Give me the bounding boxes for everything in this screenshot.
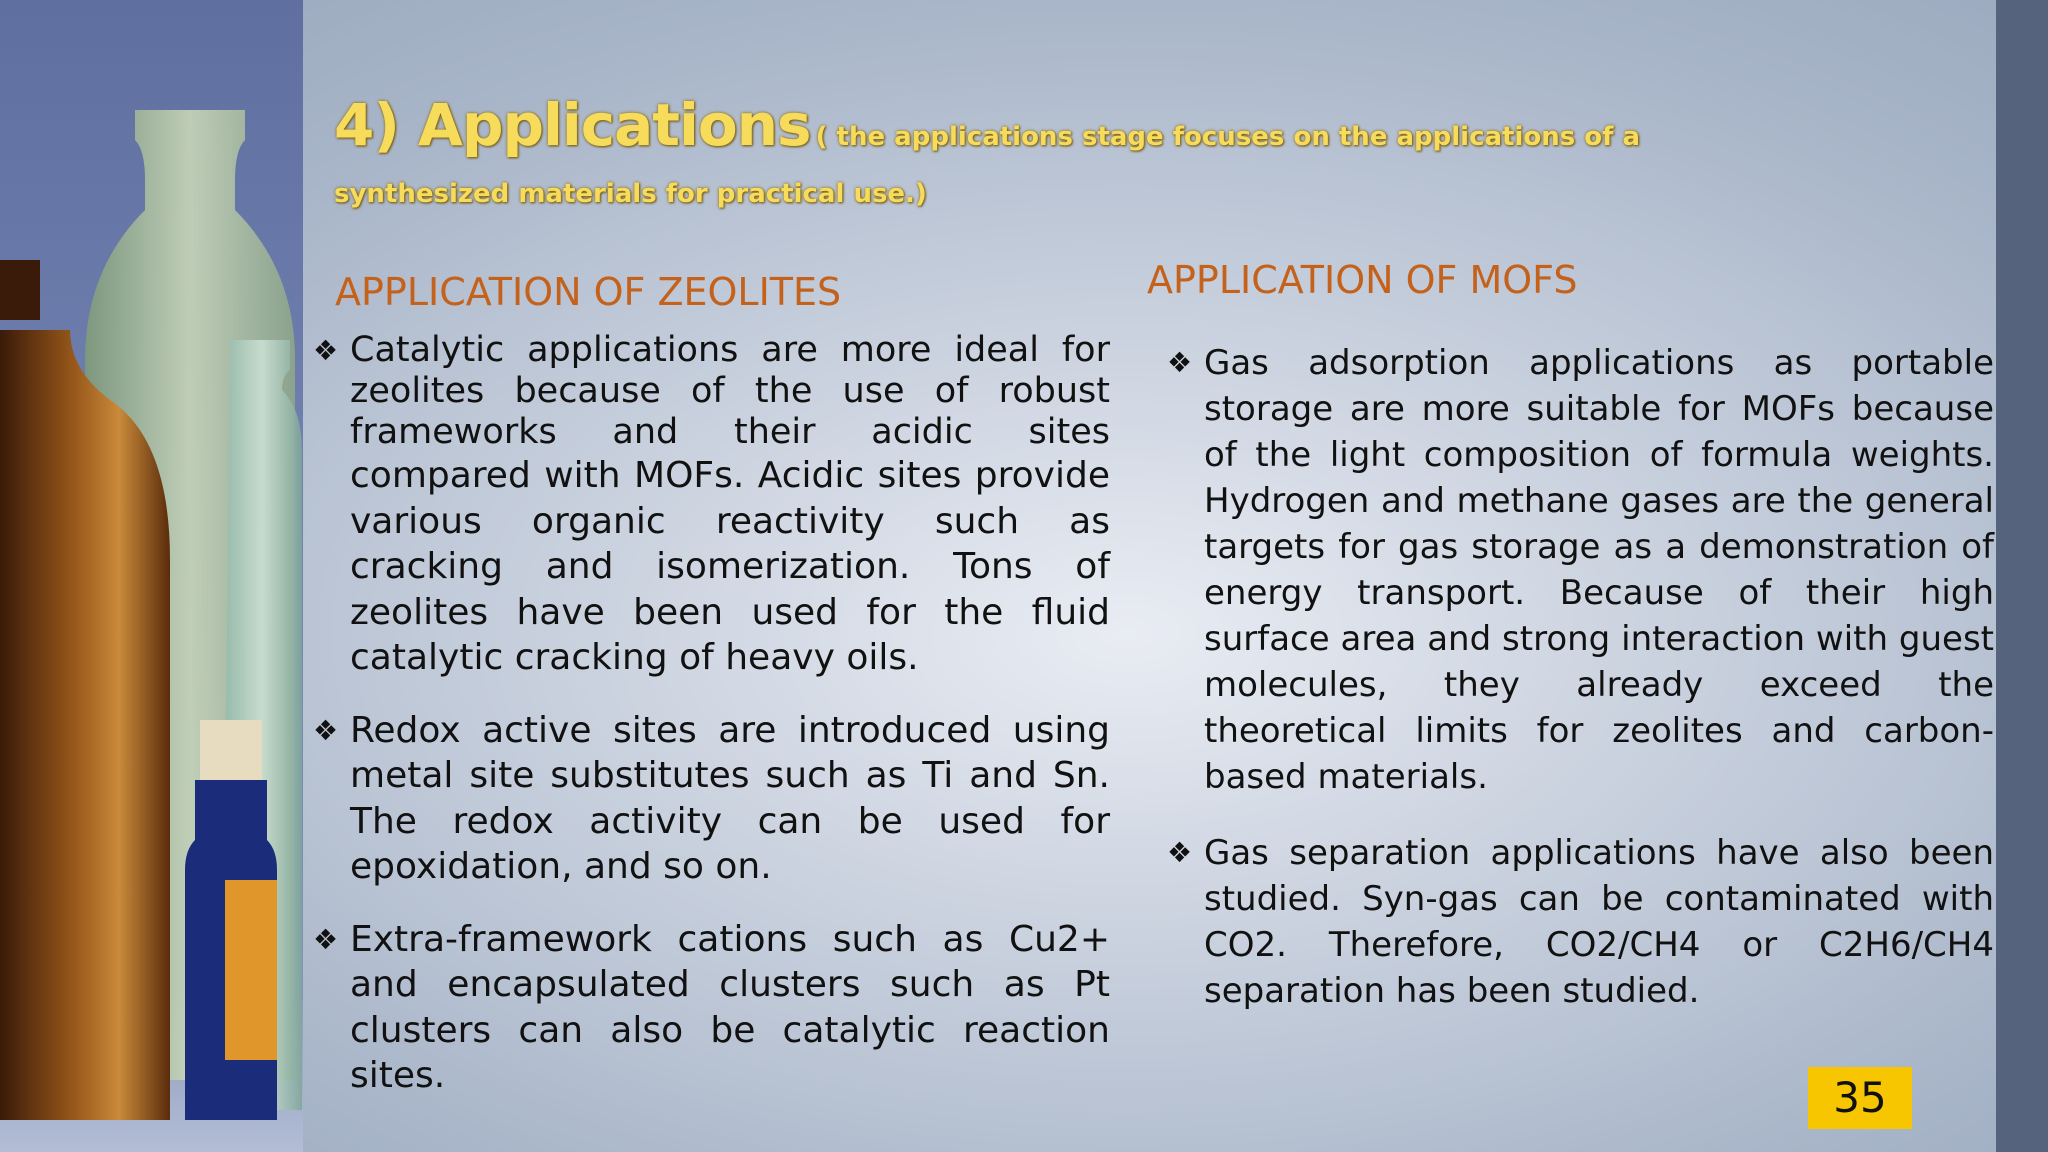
bullet-text: Redox active sites are introduced using metal site substitutes such as Ti and Sn. The redox activity can be used for epoxidation, and so on. (350, 709, 1110, 887)
diamond-bullet-icon: ❖ (1167, 836, 1193, 869)
bullet-text: Catalytic applications are more ideal for zeolites because of the use of robust frameworks and their acidic sites (350, 330, 1110, 452)
zeolites-heading: APPLICATION OF ZEOLITES (335, 270, 842, 314)
zeolites-bullet-list (313, 330, 1110, 1099)
list-item (1167, 340, 1994, 800)
bottles-illustration (0, 0, 303, 1152)
list-item (313, 330, 1110, 681)
slide-title-block (334, 82, 1724, 220)
diamond-bullet-icon: ❖ (313, 922, 339, 956)
list-item (1167, 830, 1994, 1014)
list-item (313, 917, 1110, 1099)
list-item (313, 708, 1110, 890)
glass-bottles-photo (0, 0, 303, 1152)
slide-subtitle: ( the applications stage focuses on the applications of a synthesized materials for practical use.) (334, 122, 1641, 209)
diamond-bullet-icon: ❖ (313, 713, 339, 747)
page-number-badge: 35 (1808, 1067, 1912, 1129)
diamond-bullet-icon: ❖ (313, 334, 339, 367)
diamond-bullet-icon: ❖ (1167, 346, 1193, 379)
bullet-text: compared with MOFs. Acidic sites provide various organic reactivity such as cracking and isomerization. Tons of zeolites have been used for the fluid catalytic cracking of heavy oils. (350, 455, 1110, 678)
bullet-text: Extra-framework cations such as Cu2+ and encapsulated clusters such as Pt clusters can also be catalytic reaction sites. (350, 918, 1110, 1096)
bullet-text: Gas separation applications have also been studied. Syn-gas can be contaminated with CO2. Therefore, CO2/CH4 or C2H6/CH4 separation has been studied. (1204, 833, 1994, 1011)
right-accent-bar (1996, 0, 2048, 1152)
bullet-text: Gas adsorption applications as portable storage are more suitable for MOFs because of the light composition of formula weights. Hydrogen and methane gases are the general targets for gas storage as a demonstration of energy transport. Because of their high surface area and strong interaction with guest molecules, they already exceed the theoretical limits for zeolites and carbon-based materials. (1204, 343, 1994, 797)
mofs-heading: APPLICATION OF MOFS (1147, 258, 1578, 302)
slide-title: 4) Applications (334, 91, 811, 159)
mofs-bullet-list (1167, 340, 1994, 1014)
